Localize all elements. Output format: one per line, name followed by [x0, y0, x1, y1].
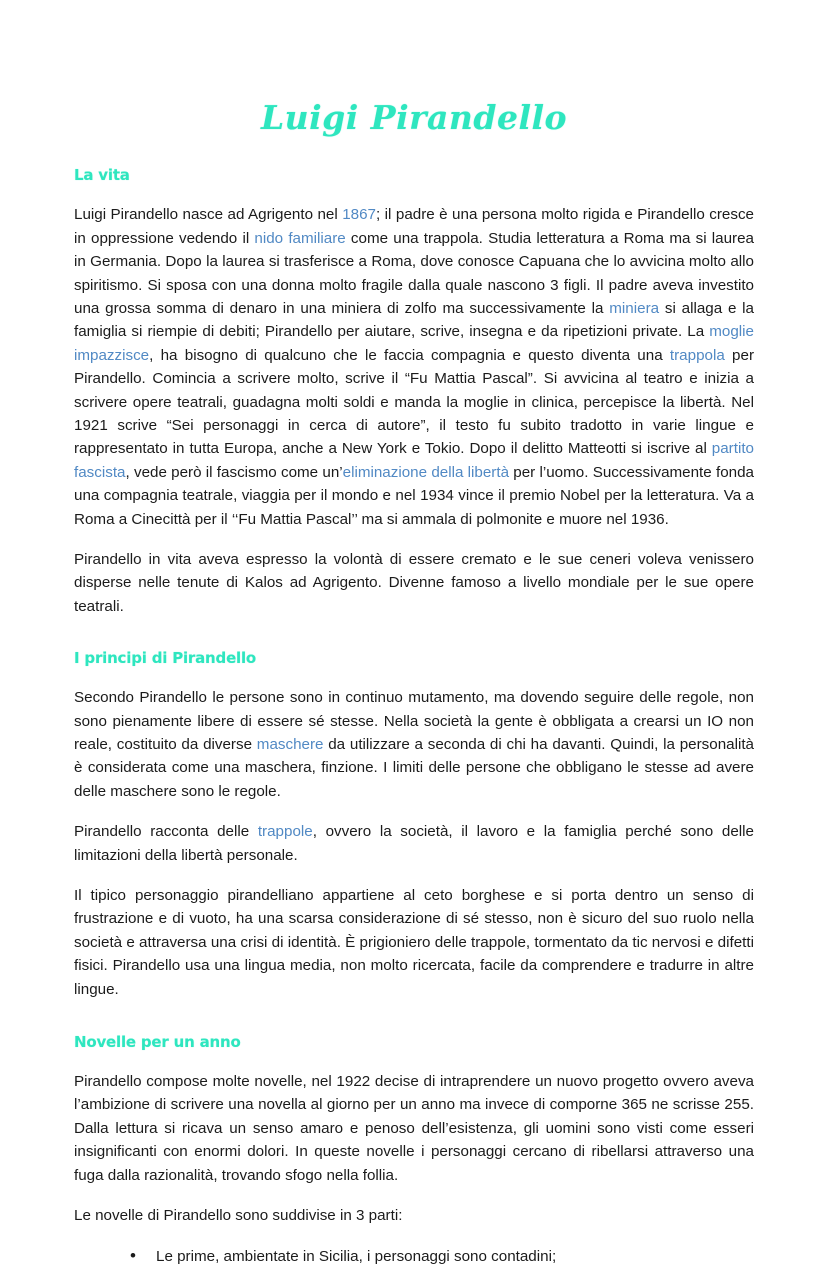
text-run: Luigi Pirandello nasce ad Agrigento nel [74, 206, 343, 224]
paragraph-principi-1 [74, 686, 754, 803]
list-item: • Le prime, ambientate in Sicilia, i personaggi sono contadini; [130, 1245, 754, 1268]
highlight-moglie-impazzisce: moglie impazzisce [74, 323, 754, 364]
highlight-partito-fascista: partito fascista [74, 440, 754, 481]
highlight-trappola: trappola [669, 346, 725, 364]
section-heading-la-vita: La vita [74, 166, 130, 185]
paragraph-novelle-2: Le novelle di Pirandello sono suddivise in 3 parti: [74, 1207, 403, 1225]
text-run: per Pirandello. Comincia a scrivere molto, scrive il “Fu Mattia Pascal”. Si avvicina al teatro e inizia a scrivere opere teatrali, guadagna molti soldi e manda la moglie in clinica, percepisce la libertà. Nel 1921 scrive “Sei personaggi in cerca di autore”, il testo fu subito tradotto in varie lingue e rappresentato in tutta Europa, anche a New York e Tokio. Dopo il delitto Matteotti si iscrive al [74, 346, 755, 458]
text-run: , ha bisogno di qualcuno che le faccia compagnia e questo diventa una [149, 346, 670, 364]
text-run: , ovvero la società, il lavoro e la famiglia perché sono delle limitazioni della libertà personale. [74, 823, 754, 864]
text-run: da utilizzare a seconda di chi ha davanti. Quindi, la personalità è considerata come una maschera, finzione. I limiti delle persone che obbligano le stesse ad avere delle maschere sono le regole. [74, 736, 755, 800]
paragraph-vita-1 [74, 203, 754, 531]
novelle-bullet-list [74, 1245, 754, 1268]
text-run: Pirandello racconta delle [74, 823, 258, 841]
text-run: ; il padre è una persona molto rigida e Pirandello cresce in oppressione vedendo il [74, 206, 754, 247]
text-run: per l’uomo. Successivamente fonda una compagnia teatrale, viaggia per il mondo e nel 1934 vince il premio Nobel per la letteratura. Va a Roma a Cinecittà per il ‘‘Fu Mattia Pascal’’ ma si ammala di polmonite e muore nel 1936. [74, 463, 754, 528]
highlight-maschere: maschere [256, 736, 324, 754]
section-heading-novelle-per-un-anno: Novelle per un anno [74, 1033, 241, 1052]
section-heading-i-principi-di-pirandello: I principi di Pirandello [74, 649, 257, 668]
highlight-trappole: trappole [257, 823, 313, 841]
highlight-nido-familiare: nido familiare [254, 229, 346, 247]
highlight-miniera: miniera [609, 299, 660, 317]
text-run: , vede però il fascismo come un’ [125, 463, 343, 481]
highlight-eliminazione-della-liberta: eliminazione della libertà [342, 463, 510, 481]
paragraph-principi-2 [74, 820, 754, 867]
highlight-1867: 1867 [342, 206, 376, 224]
paragraph-principi-3: Il tipico personaggio pirandelliano appartiene al ceto borghese e si porta dentro un senso di frustrazione e di vuoto, ha una scarsa considerazione di sé stesso, non è sicuro del suo ruolo nella società e attraversa una crisi di identità. È prigioniero delle trappole, tormentato da tic nervosi e difetti fisici. Pirandello usa una lingua media, non molto ricercata, facile da comprendere e tradurre in altre lingue. [74, 887, 754, 998]
paragraph-vita-2: Pirandello in vita aveva espresso la volontà di essere cremato e le sue ceneri voleva venissero disperse nelle tenute di Kalos ad Agrigento. Divenne famoso a livello mondiale per le sue opere teatrali. [74, 550, 754, 615]
text-run: Secondo Pirandello le persone sono in continuo mutamento, ma dovendo seguire delle regole, non sono pienamente libere di essere sé stesse. Nella società la gente è obbligata a crearsi un IO non reale, costituito da diverse [74, 689, 754, 754]
text-run: si allaga e la famiglia si riempie di debiti; Pirandello per aiutare, scrive, insegna e da ripetizioni private. La [74, 299, 754, 341]
text-run: come una trappola. Studia letteratura a Roma ma si laurea in Germania. Dopo la laurea si trasferisce a Roma, dove conosce Capuana che lo avvicina molto allo spiritismo. Si sposa con una donna molto fragile dalla quale nascono 3 figli. Il padre aveva investito una grossa somma di denaro in una miniera di zolfo ma successivamente la [74, 229, 755, 317]
paragraph-novelle-1: Pirandello compose molte novelle, nel 1922 decise di intraprendere un nuovo progetto ovvero aveva l’ambizione di scrivere una novella al giorno per un anno ma invece di comporne 365 ne scrisse 255. Dalla lettura si ricava un senso amaro e penoso dell’esistenza, gli uomini sono visti come esseri insignificanti con enormi dolori. In queste novelle i personaggi cercano di ribellarsi attraverso una fuga dalla razionalità, trovando sfogo nella follia. [74, 1073, 754, 1184]
page-title: Luigi Pirandello [260, 98, 568, 137]
